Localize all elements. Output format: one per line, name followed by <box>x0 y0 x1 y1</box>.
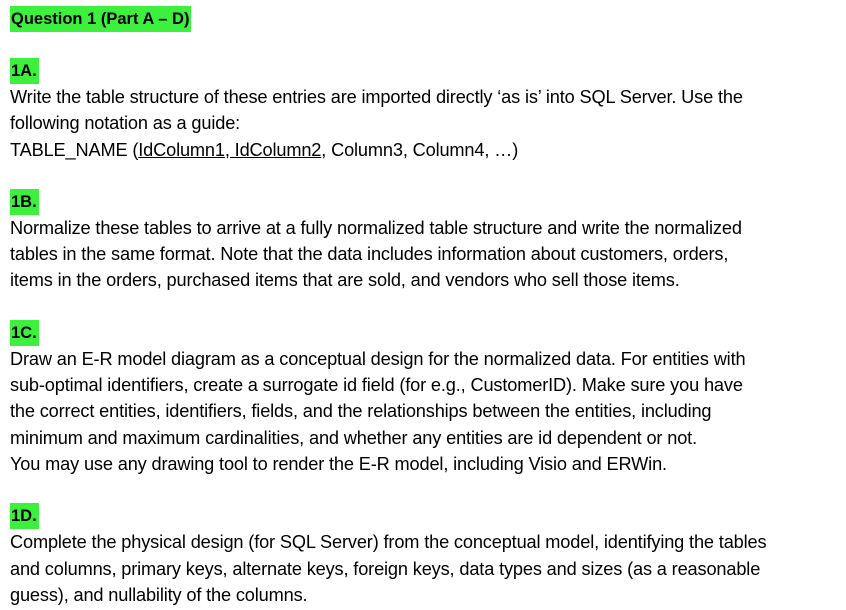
section-1b-line: items in the orders, purchased items that are sold, and vendors who sell those items. <box>10 270 680 291</box>
section-1a-label: 1A. <box>10 58 39 84</box>
section-1b-line: tables in the same format. Note that the data includes information about customers, orders, <box>10 244 729 265</box>
section-1b <box>10 189 842 294</box>
section-1b-line: Normalize these tables to arrive at a fully normalized table structure and write the normalized <box>10 217 742 238</box>
section-1c-body <box>10 346 842 477</box>
section-1d-line: and columns, primary keys, alternate keys, foreign keys, data types and sizes (as a reasonable <box>10 558 761 579</box>
section-1d <box>10 503 842 608</box>
section-1c-line: the correct entities, identifiers, fields, and the relationships between the entities, including <box>10 401 712 422</box>
section-1b-label: 1B. <box>10 189 39 215</box>
section-1a-body <box>10 84 842 163</box>
section-1d-body <box>10 529 842 608</box>
section-1a-line: following notation as a guide: <box>10 113 241 134</box>
section-1d-label: 1D. <box>10 503 39 529</box>
section-1c-line: Draw an E-R model diagram as a conceptual design for the normalized data. For entities with <box>10 348 746 369</box>
notation-key-2: IdColumn2 <box>234 139 322 160</box>
section-1d-line: Complete the physical design (for SQL Server) from the conceptual model, identifying the tables <box>10 532 767 553</box>
table-notation-example <box>10 137 842 163</box>
section-1d-line: guess), and nullability of the columns. <box>10 584 308 605</box>
section-1c-line: sub-optimal identifiers, create a surrogate id field (for e.g., CustomerID). Make sure you have <box>10 375 743 396</box>
question-title: Question 1 (Part A – D) <box>10 6 191 32</box>
section-1c-line: minimum and maximum cardinalities, and whether any entities are id dependent or not. <box>10 427 697 448</box>
notation-key-1: IdColumn1 <box>138 139 225 160</box>
notation-suffix: , Column3, Column4, …) <box>321 139 519 160</box>
notation-prefix: TABLE_NAME ( <box>10 139 139 160</box>
section-1c-label: 1C. <box>10 320 39 346</box>
section-1a <box>10 58 842 163</box>
notation-separator: , <box>224 139 235 160</box>
section-1c-line: You may use any drawing tool to render the E-R model, including Visio and ERWin. <box>10 453 667 474</box>
question-title-row <box>10 6 842 32</box>
question-document <box>10 6 842 608</box>
section-1b-body <box>10 215 842 294</box>
section-1c <box>10 320 842 477</box>
section-1a-line: Write the table structure of these entries are imported directly ‘as is’ into SQL Server. Use the <box>10 87 743 107</box>
